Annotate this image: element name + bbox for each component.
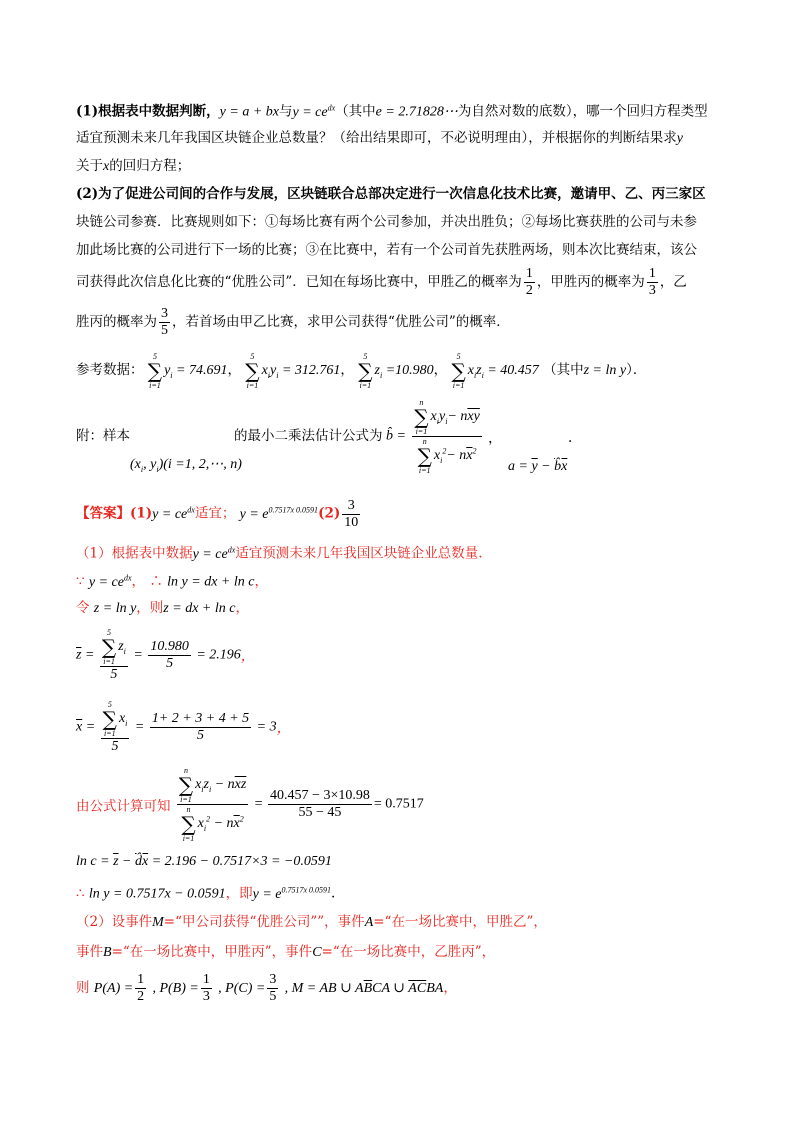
least-squares-a (508, 456, 567, 477)
sol1-a: （1）根据表中数据 (76, 545, 193, 562)
p-c-fraction: $\frac{3}{5}$ (269, 972, 277, 1004)
answer-fraction: $\frac{3}{10}$ (344, 497, 359, 530)
answer-eq2: $y = e^{0.7517x 0.0591}$ (239, 505, 319, 522)
q2-line2 (76, 212, 697, 232)
q1-line3 (76, 156, 190, 177)
d-hat-fraction: n ∑ i=1 $x_iz_i - n\overline{xz}$ n ∑ i=1 $x_i^2 - n\overline{x}^2$ (178, 766, 247, 843)
d-hat-numeric: $\frac{40.457 - 3\times 10.98}{55 - 45}$ (270, 788, 370, 820)
least-squares-b: b̂ = n ∑ i=1 $x_iy_i- n\overline{xy}$ n ∑ i=1 $x_i^2- n\overline{x}^2$ ， (386, 398, 502, 475)
reference-note-end: ）． (626, 362, 647, 378)
q1-var-y: y (676, 131, 683, 146)
p-b-fraction: $\frac{1}{3}$ (202, 972, 210, 1004)
q1-line3-a: 关于 (76, 158, 103, 174)
q2-line3 (76, 240, 697, 260)
sol1-eq: $y = ce^{dx}$ (192, 545, 236, 562)
q1-paren: （其中 (335, 103, 376, 120)
q1-var-x: x (103, 159, 110, 174)
q2-line4 (76, 262, 687, 302)
final-equation: ∴ ln y = 0.7517x − 0.0591，即$y = e^{0.7517x 0.0591}$. (76, 885, 336, 902)
q2-line1 (76, 184, 706, 204)
z-bar-fraction: 5 ∑ i=1 $z_i$ 5 (101, 628, 126, 682)
answer-eq1: $y = ce^{dx}$ (152, 505, 195, 522)
q2-line5-a: 胜丙的概率为 (76, 314, 157, 330)
q2-line4-c: ，乙 (659, 274, 687, 290)
q2-line1-text: (2)为了促进公司间的合作与发展，区块链联合总部决定进行一次信息化技术比赛，邀请甲、乙、丙三家区 (76, 186, 706, 202)
reference-note: （其中 (543, 362, 584, 378)
q2-line5 (76, 302, 510, 342)
ref-sum-xy: $x_iy_i = 312.761$ (261, 363, 341, 380)
q2-line3-text: 加此场比赛的公司进行下一场的比赛；③在比赛中，若有一个公司首先获胜两场，则本次比赛结束，该公 (76, 242, 697, 258)
sol2-eq: $y = ce^{dx}$ (88, 573, 132, 590)
therefore-symbol: ∴ (76, 885, 85, 902)
sol2-line2 (76, 942, 495, 963)
appendix-mid-text: 的最小二乘法估计公式为 (234, 428, 383, 444)
because-symbol: ∵ (76, 573, 85, 590)
q1-text-a: (1)根据表中数据判断， (76, 103, 220, 120)
answer-fit: 适宜； (194, 505, 236, 522)
x-bar-numeric: $\frac{1+ 2 + 3 + 4 + 5}{5}$ (151, 711, 250, 743)
reference-data: 参考数据： 5 ∑ i=1 $y_i = 74.691$， 5 ∑ i=1 $x_iy_i = 312.761$， 5 ∑ i=1 $z_i =10.980$， 5 ∑ i=1 $x_iz_i = 40.457$ （其中z = ln y）． (76, 351, 647, 390)
q1-line2 (76, 128, 683, 149)
event-C: C (312, 945, 322, 960)
sol3-eq: z = ln y (93, 601, 137, 616)
z-bar-numeric: $\frac{10.980}{5}$ (150, 639, 189, 671)
q2-line4-a: 司获得此次信息化比赛的“优胜公司”．已知在每场比赛中，甲胜乙的概率为 (76, 274, 522, 290)
answer-part2: (2) (318, 505, 341, 522)
b-hat: b̂ = (386, 428, 406, 444)
sum-symbol: 5 ∑ i=1 (451, 351, 466, 390)
sum-symbol: 5 ∑ i=1 (245, 351, 260, 390)
then-label: 则 (76, 980, 90, 996)
sol1-b: 适宜预测未来几年我国区块链企业总数量. (235, 545, 483, 562)
sol2-line1 (76, 912, 547, 933)
event-A: A (364, 915, 374, 930)
q1-eq-exp: $y = ce^{dx}$ (292, 103, 336, 120)
final-eq-ln: ln y = 0.7517x − 0.0591 (88, 886, 226, 902)
appendix-sample (130, 454, 242, 480)
q1-line2-text: 适宜预测未来几年我国区块链企业总数量？（给出结果即可，不必说明理由），并根据你的判断结果求 (76, 130, 677, 146)
sample-notation: ($x_i$, $y_i)(i =1$, 2,⋯, n) (130, 457, 242, 474)
therefore-symbol: ∴ (149, 573, 163, 590)
sol-line2: ∵ $y = ce^{dx}$， ∴ ln y = dx + ln c， (76, 573, 268, 590)
appendix-mid (234, 426, 383, 446)
x-bar-calc: $\overline{x}$ = 5 ∑ i=1 $x_i$ 5 = $\frac{1+ 2 + 3 + 4 + 5}{5}$ = 3， (76, 700, 291, 754)
sol2-line2-a: 事件 (76, 944, 103, 960)
a-hat-eq: $a = \overline{y}$ − b̂x (508, 459, 568, 474)
q1-e-value: e = 2.71828⋯ (375, 104, 458, 120)
p-a-fraction: $\frac{1}{2}$ (137, 972, 145, 1004)
b-hat-fraction: n ∑ i=1 $x_iy_i- n\overline{xy}$ n ∑ i=1 $x_i^2- n\overline{x}^2$ (414, 398, 480, 475)
ln-c-calc: $\ln c = \overline{z}$ − d̂x = 2.196 − 0.7517×3 = −0.0591 (76, 854, 332, 869)
fraction-three-fifths: $\frac{3}{5}$ (161, 306, 168, 338)
ref-sum-z: $z_i =10.980$ (374, 363, 434, 380)
fraction-third: $\frac{1}{3}$ (648, 266, 656, 298)
then-label: ，则 (136, 600, 164, 616)
event-B: B (103, 945, 112, 960)
answer-part1: (1) (130, 505, 153, 522)
appendix-label-text: 附：样本 (76, 428, 130, 444)
reference-label: 参考数据： (76, 362, 144, 378)
sum-symbol: 5 ∑ i=1 (358, 351, 373, 390)
q2-line5-b: ，若首场由甲乙比赛，求甲公司获得“优胜公司”的概率． (172, 314, 510, 330)
sol-line3: 令 z = ln y，则z = dx + ln c， (76, 600, 249, 616)
q1-line3-b: 的回归方程； (109, 158, 191, 174)
sol2-line1-c: =“在一场比赛中，甲胜乙”， (373, 914, 547, 930)
appendix-period: . (568, 430, 573, 446)
ref-sum-xz: $x_iz_i = 40.457$ (467, 363, 539, 380)
event-M: M (152, 915, 164, 930)
x-bar-fraction: 5 ∑ i=1 $x_i$ 5 (102, 700, 128, 754)
sol2-line2-b: =“在一场比赛中，甲胜丙”，事件 (111, 944, 313, 960)
q2-line2-text: 块链公司参赛．比赛规则如下：①每场比赛有两个公司参加，并决出胜负；②每场比赛获胜的公司与未参 (76, 214, 697, 230)
ref-sum-y: $y_i = 74.691$ (164, 363, 228, 380)
q1-and: 与 (279, 103, 293, 120)
sol2-eq2: ln y = dx + ln c (167, 574, 255, 590)
event-M-expression: , M = AB ∪ $A\overline{B}CA$ ∪ $\overline{A}\overline{C}BA$ (284, 981, 444, 996)
q2-line4-b: ，甲胜丙的概率为 (536, 274, 645, 290)
sol3-eq2: z = dx + ln c (163, 601, 236, 616)
let-label: 令 (76, 600, 90, 616)
final-eq-exp: $y = e^{0.7517x 0.0591}$ (252, 885, 332, 902)
sol2-line1-b: =“甲公司获得“优胜公司””，事件 (163, 914, 365, 930)
final-mid: ，即 (225, 885, 253, 902)
sol2-line1-a: （2）设事件 (76, 914, 153, 930)
formula-calc: 由公式计算可知 n ∑ i=1 $x_iz_i - n\overline{xz}$ n ∑ i=1 $x_i^2 - n\overline{x}^2$ = $\frac{40.457 - 3\times 10.98}{55 - 45}$ = 0.7517 (76, 766, 424, 843)
z-bar-calc: $\overline{z}$ = 5 ∑ i=1 $z_i$ 5 = $\frac{10.980}{5}$ = 2.196， (76, 628, 255, 682)
q1-eq-linear: y = a + bx (219, 104, 279, 120)
q1-line1 (76, 98, 708, 123)
formula-label: 由公式计算可知 (76, 798, 171, 815)
sol2-line3: 则 P(A) = $\frac{1}{2}$ , P(B) = $\frac{1}{3}$ , P(C) = $\frac{3}{5}$ , M = AB ∪ $A\overline{B}CA$ ∪ $\overline{A}\overline{C}BA$， (76, 972, 457, 1004)
fraction-half: $\frac{1}{2}$ (525, 266, 533, 298)
q1-text-b: 为自然对数的底数），哪一个回归方程类型 (457, 103, 708, 120)
appendix-label (76, 426, 130, 446)
sol2-line2-c: =“在一场比赛中，乙胜丙”， (321, 944, 496, 960)
answer-label: 【答案】 (76, 505, 130, 522)
reference-note-eq: z = ln y (583, 363, 627, 378)
answer-line (76, 490, 362, 535)
sum-symbol: 5 ∑ i=1 (147, 351, 163, 390)
sol-line1 (76, 540, 483, 565)
